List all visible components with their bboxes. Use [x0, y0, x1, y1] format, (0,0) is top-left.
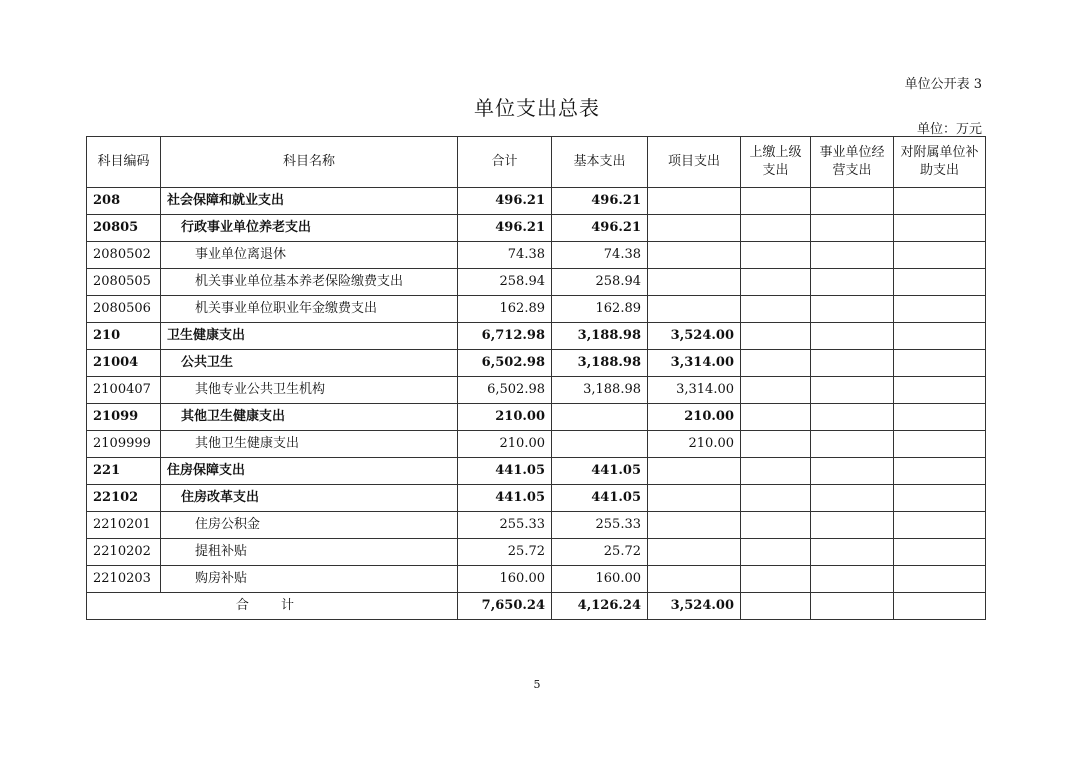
cell-code: 20805: [87, 215, 161, 242]
cell-subsidy: [894, 539, 986, 566]
cell-code: 2080505: [87, 269, 161, 296]
cell-code: 21099: [87, 404, 161, 431]
cell-name: 购房补贴: [161, 566, 458, 593]
table-row: [87, 485, 986, 512]
cell-project: 3,524.00: [648, 323, 741, 350]
cell-name: 其他专业公共卫生机构: [161, 377, 458, 404]
cell-basic: [552, 431, 648, 458]
cell-project: [648, 539, 741, 566]
table-row: [87, 566, 986, 593]
cell-name: 住房改革支出: [161, 485, 458, 512]
cell-business: [811, 242, 894, 269]
cell-upper: [741, 539, 811, 566]
cell-code: 2109999: [87, 431, 161, 458]
cell-upper: [741, 404, 811, 431]
cell-total: 496.21: [458, 188, 552, 215]
total-subsidy: [894, 593, 986, 620]
cell-basic: 3,188.98: [552, 323, 648, 350]
table-body: [87, 188, 986, 593]
cell-basic: 3,188.98: [552, 377, 648, 404]
cell-name: 行政事业单位养老支出: [161, 215, 458, 242]
cell-business: [811, 458, 894, 485]
cell-project: [648, 458, 741, 485]
cell-project: 3,314.00: [648, 350, 741, 377]
cell-basic: 255.33: [552, 512, 648, 539]
cell-subsidy: [894, 404, 986, 431]
cell-subsidy: [894, 323, 986, 350]
cell-total: 255.33: [458, 512, 552, 539]
cell-basic: 441.05: [552, 485, 648, 512]
total-row: [87, 593, 986, 620]
cell-code: 21004: [87, 350, 161, 377]
cell-project: 210.00: [648, 404, 741, 431]
cell-total: 6,502.98: [458, 350, 552, 377]
table-row: [87, 215, 986, 242]
cell-business: [811, 215, 894, 242]
total-label: 合 计: [87, 593, 458, 620]
cell-basic: 258.94: [552, 269, 648, 296]
table-row: [87, 323, 986, 350]
cell-name: 住房公积金: [161, 512, 458, 539]
cell-business: [811, 296, 894, 323]
cell-total: 441.05: [458, 485, 552, 512]
cell-code: 2210203: [87, 566, 161, 593]
cell-code: 2210202: [87, 539, 161, 566]
unit-label: 单位：万元: [916, 122, 982, 137]
table-row: [87, 269, 986, 296]
table-row: [87, 458, 986, 485]
cell-project: [648, 269, 741, 296]
cell-total: 441.05: [458, 458, 552, 485]
cell-upper: [741, 188, 811, 215]
cell-basic: 3,188.98: [552, 350, 648, 377]
table-row: [87, 431, 986, 458]
cell-total: 162.89: [458, 296, 552, 323]
cell-project: [648, 296, 741, 323]
header-business: 事业单位经营支出: [811, 137, 894, 188]
cell-upper: [741, 458, 811, 485]
table-row: [87, 188, 986, 215]
header-project: 项目支出: [648, 137, 741, 188]
cell-total: 74.38: [458, 242, 552, 269]
header-name: 科目名称: [161, 137, 458, 188]
cell-basic: 162.89: [552, 296, 648, 323]
cell-subsidy: [894, 188, 986, 215]
cell-basic: 160.00: [552, 566, 648, 593]
cell-project: [648, 485, 741, 512]
cell-basic: 25.72: [552, 539, 648, 566]
cell-basic: 74.38: [552, 242, 648, 269]
cell-business: [811, 566, 894, 593]
cell-business: [811, 512, 894, 539]
cell-name: 公共卫生: [161, 350, 458, 377]
cell-basic: [552, 404, 648, 431]
table-row: [87, 350, 986, 377]
cell-subsidy: [894, 296, 986, 323]
cell-project: [648, 566, 741, 593]
header-total: 合计: [458, 137, 552, 188]
table-row: [87, 377, 986, 404]
cell-basic: 441.05: [552, 458, 648, 485]
cell-upper: [741, 566, 811, 593]
total-total: 7,650.24: [458, 593, 552, 620]
header-subsidy: 对附属单位补助支出: [894, 137, 986, 188]
cell-upper: [741, 377, 811, 404]
total-basic: 4,126.24: [552, 593, 648, 620]
table-row: [87, 404, 986, 431]
page-title: 单位支出总表: [474, 96, 600, 120]
cell-upper: [741, 350, 811, 377]
cell-total: 210.00: [458, 404, 552, 431]
header-code: 科目编码: [87, 137, 161, 188]
cell-upper: [741, 512, 811, 539]
cell-upper: [741, 215, 811, 242]
cell-code: 22102: [87, 485, 161, 512]
cell-name: 社会保障和就业支出: [161, 188, 458, 215]
cell-code: 210: [87, 323, 161, 350]
cell-total: 25.72: [458, 539, 552, 566]
cell-business: [811, 431, 894, 458]
cell-name: 事业单位离退休: [161, 242, 458, 269]
cell-code: 2080502: [87, 242, 161, 269]
total-business: [811, 593, 894, 620]
cell-total: 496.21: [458, 215, 552, 242]
total-project: 3,524.00: [648, 593, 741, 620]
cell-name: 机关事业单位职业年金缴费支出: [161, 296, 458, 323]
cell-business: [811, 485, 894, 512]
cell-project: [648, 215, 741, 242]
cell-project: [648, 512, 741, 539]
table-row: [87, 242, 986, 269]
table-row: [87, 512, 986, 539]
cell-subsidy: [894, 377, 986, 404]
cell-upper: [741, 242, 811, 269]
cell-business: [811, 377, 894, 404]
cell-code: 221: [87, 458, 161, 485]
header-row: [87, 137, 986, 188]
cell-upper: [741, 296, 811, 323]
header-upper: 上缴上级支出: [741, 137, 811, 188]
cell-business: [811, 269, 894, 296]
cell-business: [811, 404, 894, 431]
cell-subsidy: [894, 215, 986, 242]
cell-subsidy: [894, 512, 986, 539]
cell-total: 210.00: [458, 431, 552, 458]
cell-project: [648, 242, 741, 269]
expenditure-table: [86, 136, 986, 620]
cell-subsidy: [894, 350, 986, 377]
table-number-label: 单位公开表 3: [904, 77, 982, 92]
cell-total: 160.00: [458, 566, 552, 593]
cell-upper: [741, 269, 811, 296]
table-row: [87, 539, 986, 566]
cell-subsidy: [894, 242, 986, 269]
cell-name: 机关事业单位基本养老保险缴费支出: [161, 269, 458, 296]
cell-name: 提租补贴: [161, 539, 458, 566]
cell-name: 住房保障支出: [161, 458, 458, 485]
cell-name: 其他卫生健康支出: [161, 431, 458, 458]
cell-code: 2080506: [87, 296, 161, 323]
cell-name: 卫生健康支出: [161, 323, 458, 350]
cell-basic: 496.21: [552, 188, 648, 215]
cell-subsidy: [894, 431, 986, 458]
cell-subsidy: [894, 566, 986, 593]
table-row: [87, 296, 986, 323]
total-upper: [741, 593, 811, 620]
cell-business: [811, 323, 894, 350]
cell-total: 6,712.98: [458, 323, 552, 350]
cell-name: 其他卫生健康支出: [161, 404, 458, 431]
cell-basic: 496.21: [552, 215, 648, 242]
cell-total: 6,502.98: [458, 377, 552, 404]
cell-subsidy: [894, 458, 986, 485]
header-basic: 基本支出: [552, 137, 648, 188]
cell-code: 2210201: [87, 512, 161, 539]
page-number: 5: [533, 678, 541, 691]
cell-total: 258.94: [458, 269, 552, 296]
cell-code: 2100407: [87, 377, 161, 404]
cell-business: [811, 539, 894, 566]
cell-code: 208: [87, 188, 161, 215]
cell-project: [648, 188, 741, 215]
cell-upper: [741, 485, 811, 512]
cell-project: 210.00: [648, 431, 741, 458]
cell-business: [811, 188, 894, 215]
cell-business: [811, 350, 894, 377]
cell-subsidy: [894, 485, 986, 512]
cell-upper: [741, 431, 811, 458]
cell-project: 3,314.00: [648, 377, 741, 404]
cell-upper: [741, 323, 811, 350]
cell-subsidy: [894, 269, 986, 296]
